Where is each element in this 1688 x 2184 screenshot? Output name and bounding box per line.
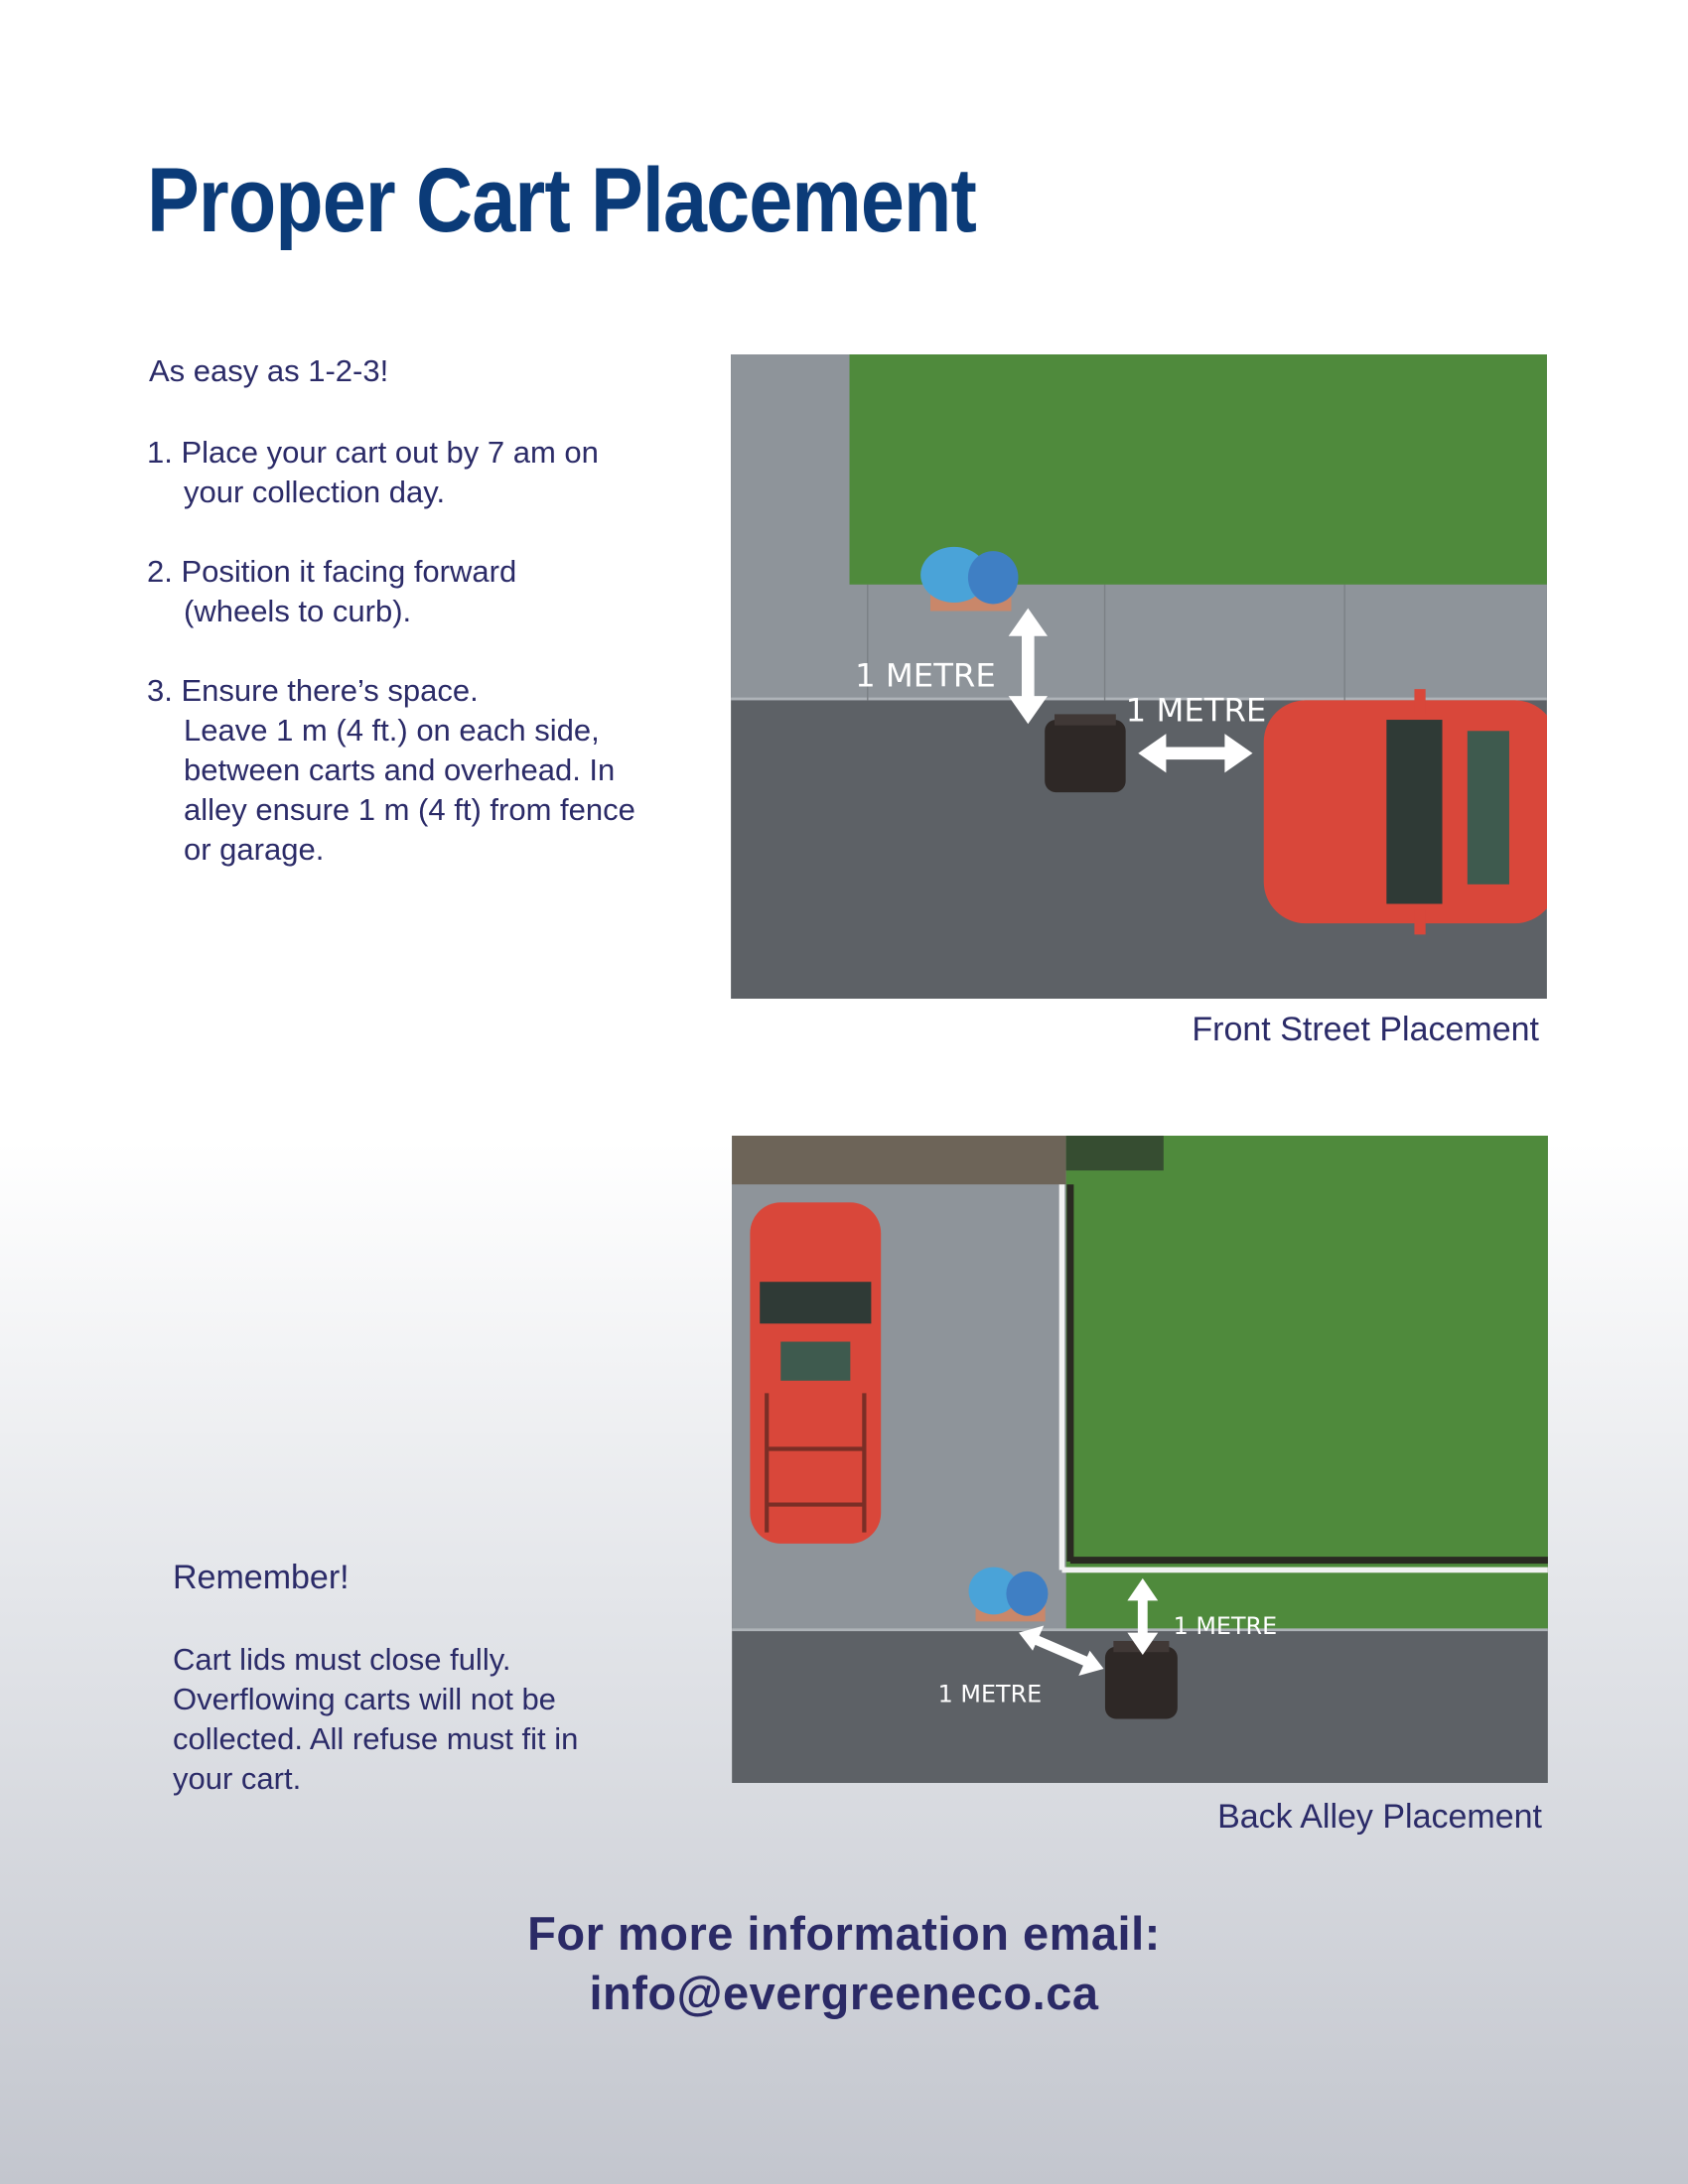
step-1 bbox=[147, 433, 599, 512]
recycling-bags-icon bbox=[969, 1568, 1049, 1622]
recycling-bags-icon bbox=[920, 547, 1018, 612]
step-3-line5: or garage. bbox=[184, 832, 325, 867]
garbage-cart-icon bbox=[1045, 714, 1125, 792]
step-1-line2: your collection day. bbox=[184, 475, 446, 509]
footer-contact-heading: For more information email: bbox=[527, 1907, 1161, 1960]
car-icon bbox=[1264, 689, 1547, 934]
step-2-line2: (wheels to curb). bbox=[184, 594, 412, 628]
step-1-line1: 1. Place your cart out by 7 am on bbox=[147, 435, 599, 470]
remember-line: your cart. bbox=[173, 1761, 302, 1796]
front-street-illustration bbox=[731, 354, 1547, 999]
lawn bbox=[1066, 1136, 1548, 1630]
back-alley-caption: Back Alley Placement bbox=[1217, 1798, 1542, 1836]
remember-line: Overflowing carts will not be bbox=[173, 1682, 556, 1716]
footer-email-link[interactable]: info@evergreeneco.ca bbox=[589, 1967, 1099, 2019]
alley-distance-label-vertical: 1 METRE bbox=[1173, 1611, 1278, 1640]
intro-text: As easy as 1-2-3! bbox=[149, 353, 389, 388]
step-3-line4: alley ensure 1 m (4 ft) from fence bbox=[184, 792, 635, 827]
step-3-line3: between carts and overhead. In bbox=[184, 752, 616, 787]
gravel bbox=[732, 1136, 1066, 1184]
back-alley-illustration bbox=[732, 1136, 1548, 1783]
remember-body bbox=[173, 1640, 578, 1799]
front-street-caption: Front Street Placement bbox=[1192, 1011, 1539, 1048]
step-3-line1: 3. Ensure there’s space. bbox=[147, 673, 479, 708]
step-3 bbox=[147, 671, 635, 870]
remember-heading: Remember! bbox=[173, 1559, 350, 1596]
step-3-line2: Leave 1 m (4 ft.) on each side, bbox=[184, 713, 600, 748]
page-title: Proper Cart Placement bbox=[147, 150, 976, 251]
step-2 bbox=[147, 552, 516, 631]
alley-distance-label-diagonal: 1 METRE bbox=[937, 1680, 1043, 1708]
remember-line: Cart lids must close fully. bbox=[173, 1642, 511, 1677]
step-2-line1: 2. Position it facing forward bbox=[147, 554, 517, 589]
front-distance-label-vertical: 1 METRE bbox=[855, 656, 996, 695]
remember-line: collected. All refuse must fit in bbox=[173, 1721, 579, 1756]
front-distance-label-horizontal: 1 METRE bbox=[1125, 691, 1267, 730]
car-icon bbox=[750, 1202, 881, 1544]
